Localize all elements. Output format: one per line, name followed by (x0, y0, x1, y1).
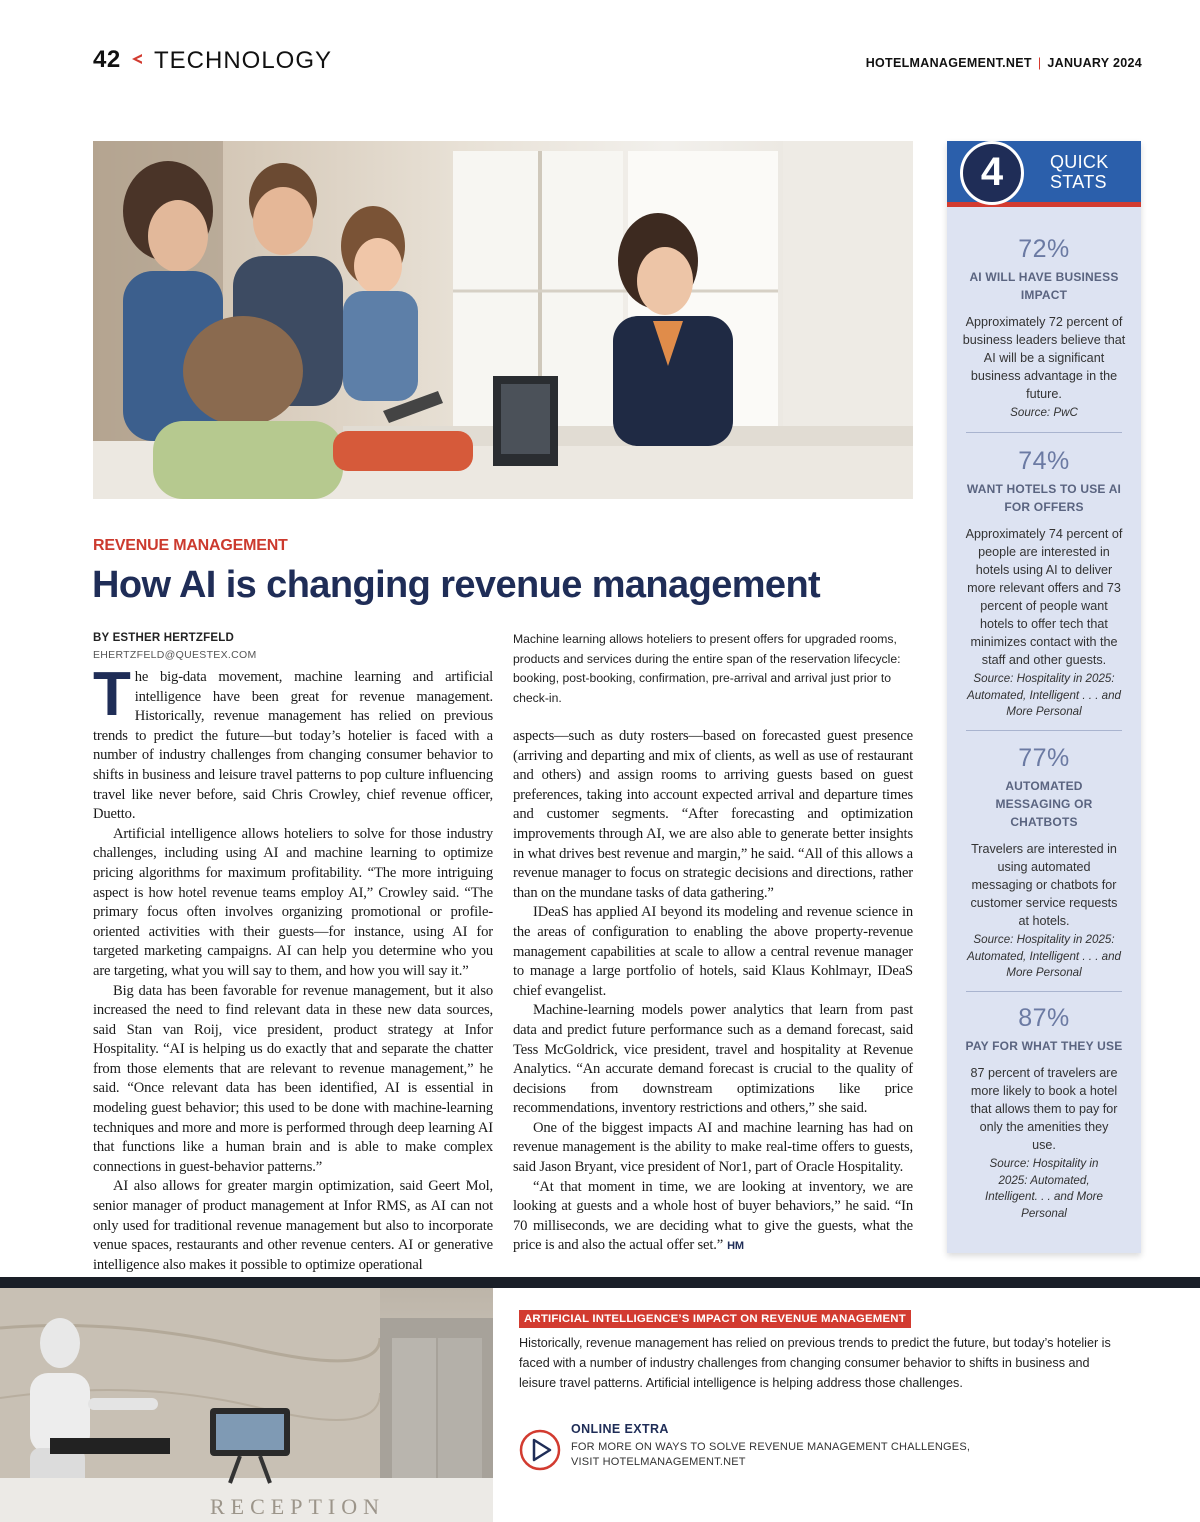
paragraph: Big data has been favorable for revenue management, but it also increased the need to find relevant data in these new data sources, said Stan van Roij, vice president, product strategy at Infor Hospitality. “AI is helping us do exactly that and separate the chatter from those elements that are relevant to revenue management,” he said. “Once relevant data has been identified, AI is essential in modeling guest behavior; this used to be done with machine-learning techniques and more and more is performed through deep learning AI that functions like a human brain and is able to make complex connections in guest-behavior patterns.” (93, 982, 493, 1175)
article-headline: How AI is changing revenue management (92, 564, 821, 606)
issue-date: JANUARY 2024 (1047, 56, 1142, 70)
online-extra-title: ONLINE EXTRA (571, 1422, 669, 1436)
quick-stats-accent-bar (947, 202, 1141, 207)
stat-label: AI WILL HAVE BUSINESS IMPACT (969, 270, 1119, 302)
stat-description: 87 percent of travelers are more likely to book a hotel that allows them to pay for only the amenities they use. (970, 1066, 1118, 1152)
stat-percent: 87% (1018, 1004, 1070, 1032)
ai-impact-body: Historically, revenue management has relied on previous trends to predict the future, but today’s hotelier is faced with a number of industry challenges from changing consumer behavior to shifts in business and leisure travel patterns. Artificial intelligence is helping address those challenges. (519, 1336, 1111, 1390)
stat-description: Approximately 74 percent of people are interested in hotels using AI to deliver more relevant offers and 73 percent of people want hotels to offer tech that minimizes contact with the staff and other guests. (965, 527, 1123, 667)
stat-source: Source: Hospitality in 2025: Automated, Intelligent . . . and More Personal (966, 933, 1122, 979)
stat-item (947, 446, 1141, 721)
stat-source: Source: PwC (1010, 406, 1078, 419)
stats-count-badge: 4 (960, 141, 1024, 205)
photo-caption: Machine learning allows hoteliers to present offers for upgraded rooms, products and services during the entire span of the reservation lifecycle: booking, post-booking, confirmation, pre-arrival and arrival just prior to check-in. (513, 632, 901, 705)
stat-percent: 72% (1018, 235, 1070, 263)
stat-source: Source: Hospitality in 2025: Automated, Intelligent . . . and More Personal (966, 672, 1122, 718)
paragraph: One of the biggest impacts AI and machine learning has had on revenue management is the ability to make real-time offers to guests, said Jason Bryant, vice president of Nor1, part of Oracle Hospitality. (513, 1119, 913, 1176)
article-column-2 (513, 727, 913, 1257)
stat-label: PAY FOR WHAT THEY USE (965, 1039, 1123, 1053)
site-name: HOTELMANAGEMENT.NET (865, 56, 1032, 70)
paragraph: “At that moment in time, we are looking at inventory, we are looking at guests and a whole host of buyer behaviors,” he said. “In 70 milliseconds, we are deciding what to give the guests, what the price is and also the actual offer set.” HM (513, 1178, 913, 1254)
separator: | (1037, 56, 1042, 70)
quick-stats-sidebar (947, 141, 1141, 1253)
stat-label: WANT HOTELS TO USE AI FOR OFFERS (966, 482, 1122, 514)
desk-sign: RECEPTION (210, 1494, 385, 1519)
stat-divider (966, 432, 1122, 433)
paragraph: AI also allows for greater margin optimization, said Geert Mol, senior manager of product management at Infor RMS, as AI can not only used for traditional revenue management but also to incorporate venue spaces, restaurants and other revenue centers. AI or generative intelligence also makes it possible to optimize operational (93, 1178, 493, 1273)
robot-reception-photo (0, 1288, 493, 1522)
stat-item (947, 1003, 1141, 1222)
hero-photo (93, 141, 913, 499)
paragraph: Machine-learning models power analytics that learn from past data and predict future performance such as a demand forecast, said Tess McGoldrick, vice president, travel and hospitality at Revenue Analytics. “An accurate demand forecast is crucial to the quality of decisions from downstream optimizations like price recommendations, inventory restrictions and others,” she said. (513, 1002, 913, 1117)
end-mark: HM (727, 1240, 744, 1253)
author-email[interactable]: EHERTZFELD@QUESTEX.COM (93, 649, 257, 661)
hero-illustration (93, 141, 913, 499)
online-extra-link[interactable]: FOR MORE ON WAYS TO SOLVE REVENUE MANAGEMENT CHALLENGES, VISIT HOTELMANAGEMENT.NET (571, 1441, 971, 1468)
robot-illustration (0, 1288, 493, 1522)
stat-percent: 77% (1018, 744, 1070, 772)
stat-percent: 74% (1018, 447, 1070, 475)
quick-stats-title: QUICK STATS (1050, 152, 1109, 192)
stat-item (947, 743, 1141, 982)
paragraph: IDeaS has applied AI beyond its modeling and revenue science in the areas of configuration to enabling the above property-revenue management capabilities at scale to allow a central revenue manager to manage a large portfolio of hotels, said Klaus Kohlmayr, IDeaS chief evangelist. (513, 904, 913, 999)
masthead-right (866, 56, 1142, 70)
page-number: 42 (93, 46, 121, 73)
stat-label: AUTOMATED MESSAGING OR CHATBOTS (995, 779, 1093, 829)
stat-description: Approximately 72 percent of business leaders believe that AI will be a significant business advantage in the future. (962, 315, 1126, 401)
chevron-left-icon (131, 53, 143, 65)
stat-divider (966, 730, 1122, 731)
stat-description: Travelers are interested in using automated messaging or chatbots for customer service requests at hotels. (970, 842, 1118, 928)
article-column-1 (93, 660, 493, 1275)
section-divider-bar (0, 1277, 1200, 1288)
stat-divider (966, 991, 1122, 992)
article-kicker: REVENUE MANAGEMENT (93, 537, 288, 554)
ai-impact-tag: ARTIFICIAL INTELLIGENCE’S IMPACT ON REVENUE MANAGEMENT (519, 1310, 911, 1328)
stat-source: Source: Hospitality in 2025: Automated, Intelligent. . . and More Personal (985, 1157, 1103, 1220)
play-icon[interactable] (519, 1429, 561, 1471)
drop-cap: T (93, 660, 131, 729)
paragraph: aspects—such as duty rosters—based on forecasted guest presence (arriving and departing and mix of clients, as well as use of restaurant and others) and assign rooms to arriving guests based on guest preferences, taking into account expected arrival and departure times and customer segments. “After forecasting and optimization improvements through AI, we are also able to generate better insights in what drives best revenue and margin,” he said. “All of this allows a revenue manager to focus on strategic decisions and directions, rather than on the mundane tasks of data gathering.” (513, 728, 913, 901)
paragraph: Artificial intelligence allows hoteliers to solve for those industry challenges, including using AI and machine learning to optimize pricing algorithms for maximum profitability. “The more intriguing aspect is how hotel revenue teams employ AI,” Crowley said. “The primary focus often involves organizing promotional or profile-oriented activities with their guests—for instance, using AI for targeted marketing campaigns. AI can help you determine who you are targeting, what you will say to them, and how you will say it.” (93, 825, 493, 979)
stat-item (947, 234, 1141, 422)
paragraph: The big-data movement, machine learning and artificial intelligence have been great for revenue management. Historically, revenue management has relied on previous trends to predict the future—but today’s hotelier is faced with a number of industry challenges from changing consumer behavior to shifts in business and leisure travel patterns to pop culture influencing travel like never before, said Chris Crowley, chief revenue officer, Duetto. (93, 660, 493, 823)
byline: BY ESTHER HERTZFELD (93, 632, 234, 644)
section-title: TECHNOLOGY (154, 47, 333, 74)
